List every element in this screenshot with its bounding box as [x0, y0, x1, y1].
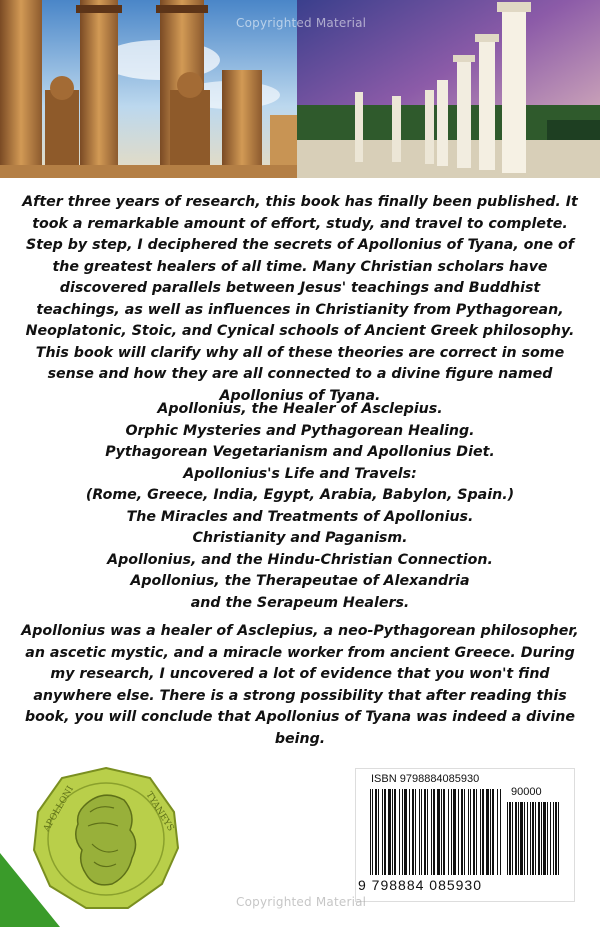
- barcode-bar: [535, 802, 536, 875]
- barcode-bar: [507, 802, 508, 875]
- outro-paragraph: Apollonius was a healer of Asclepius, a neo-Pythagorean philosopher, an ascetic mystic, and a miracle worker from ancient Greece. During my research, I uncovered a lot of evidence that you won't find anywhere else. There is a strong possibility that after reading this book, you will conclude that Apollonius of Tyana was indeed a divine being.: [21, 623, 579, 747]
- barcode-bar: [415, 789, 416, 875]
- toc-item: The Miracles and Treatments of Apollonius.: [126, 508, 474, 525]
- toc-item: (Rome, Greece, India, Egypt, Arabia, Babylon, Spain.): [85, 487, 515, 503]
- barcode-bar: [382, 789, 383, 875]
- apollonius-coin-image: [32, 766, 180, 911]
- barcode-bar: [419, 789, 420, 875]
- barcode-bar: [553, 802, 554, 875]
- barcode-bar: [550, 802, 551, 875]
- barcode-bar: [555, 802, 557, 875]
- barcode-bar: [404, 789, 407, 875]
- barcode-supplement-number: 90000: [511, 786, 542, 798]
- barcode-bar: [431, 789, 432, 875]
- barcode-main-bars: [370, 789, 502, 875]
- barcode-bar: [370, 789, 371, 875]
- barcode-bar: [392, 789, 393, 875]
- barcode-bar: [424, 789, 426, 875]
- toc-item: Apollonius, the Therapeutae of Alexandria: [130, 573, 470, 589]
- coin-inscription-right: TYANEYS: [143, 790, 176, 834]
- barcode-bar: [468, 789, 469, 875]
- barcode-bar: [437, 789, 440, 875]
- toc-item: Apollonius's Life and Travels:: [183, 465, 417, 482]
- barcode-bar: [448, 789, 449, 875]
- watermark-top: Copyrighted Material: [236, 16, 367, 30]
- barcode-bar: [470, 789, 471, 875]
- barcode-bar: [384, 789, 386, 875]
- barcode-bar: [543, 802, 546, 875]
- barcode-bar: [518, 802, 519, 875]
- barcode-bar: [500, 789, 501, 875]
- intro-paragraph: After three years of research, this book has finally been published. It took a remarkable amount of effort, study, and travel to complete. Step by step, I deciphered the secrets of Apollonius of Tyana, one of the greatest healers of all time. Many Christian scholars have discovered parallels between Jesus' teachings and Buddhist teachings, as well as influences in Christianity from Pythagorean, Neoplatonic, Stoic, and Cynical schools of Ancient Greek philosophy. This book will clarify why all of these theories are correct in some sense and how they are all connected to a divine figure named Apollonius of Tyana.: [22, 194, 578, 404]
- barcode-bar: [558, 802, 559, 875]
- contents-list: [20, 399, 580, 614]
- isbn-barcode-box: [355, 768, 575, 902]
- barcode-bar: [530, 802, 531, 875]
- barcode-bar: [458, 789, 459, 875]
- barcode-bar: [461, 789, 463, 875]
- barcode-bar: [473, 789, 475, 875]
- barcode-bar: [538, 802, 540, 875]
- barcode-bar: [486, 789, 489, 875]
- toc-item: Christianity and Paganism.: [192, 530, 408, 546]
- coin-inscription-left: APOLLONI: [41, 784, 76, 834]
- watermark-bottom: Copyrighted Material: [236, 895, 367, 909]
- barcode-bar: [480, 789, 481, 875]
- barcode-bar: [451, 789, 452, 875]
- barcode-bar: [453, 789, 456, 875]
- barcode-bar: [490, 789, 491, 875]
- barcode-bar: [412, 789, 414, 875]
- barcode-bar: [402, 789, 403, 875]
- barcode-bar: [482, 789, 484, 875]
- toc-item: Orphic Mysteries and Pythagorean Healing.: [125, 422, 475, 439]
- barcode-bar: [509, 802, 511, 875]
- toc-item: Apollonius, the Healer of Asclepius.: [157, 401, 443, 417]
- barcode-bar: [547, 802, 548, 875]
- barcode-bar: [443, 789, 445, 875]
- barcode-bar: [409, 789, 410, 875]
- barcode-supplement-bars: [507, 802, 561, 875]
- isbn-label: ISBN 9798884085930: [371, 773, 480, 785]
- barcode-bar: [541, 802, 542, 875]
- barcode-bar: [433, 789, 435, 875]
- toc-item: Apollonius, and the Hindu-Christian Connection.: [107, 551, 493, 568]
- barcode-bar: [399, 789, 400, 875]
- barcode-bar: [532, 802, 534, 875]
- toc-item: Pythagorean Vegetarianism and Apollonius Diet.: [105, 444, 495, 460]
- barcode-bar: [464, 789, 465, 875]
- barcode-bar: [421, 789, 422, 875]
- barcode-bar: [527, 802, 528, 875]
- barcode-bar: [427, 789, 428, 875]
- barcode-bar: [375, 789, 377, 875]
- barcode-bar: [520, 802, 523, 875]
- barcode-bar: [378, 789, 379, 875]
- barcode-bar: [512, 802, 513, 875]
- barcode-bar: [497, 789, 498, 875]
- barcode-bar: [476, 789, 477, 875]
- barcode-digits: 9 798884 085930: [358, 877, 482, 893]
- barcode-bar: [515, 802, 517, 875]
- toc-item: and the Serapeum Healers.: [190, 594, 410, 611]
- barcode-bar: [388, 789, 391, 875]
- barcode-bar: [492, 789, 494, 875]
- barcode-bar: [441, 789, 442, 875]
- barcode-bar: [394, 789, 396, 875]
- barcode-bar: [524, 802, 525, 875]
- barcode-bar: [372, 789, 373, 875]
